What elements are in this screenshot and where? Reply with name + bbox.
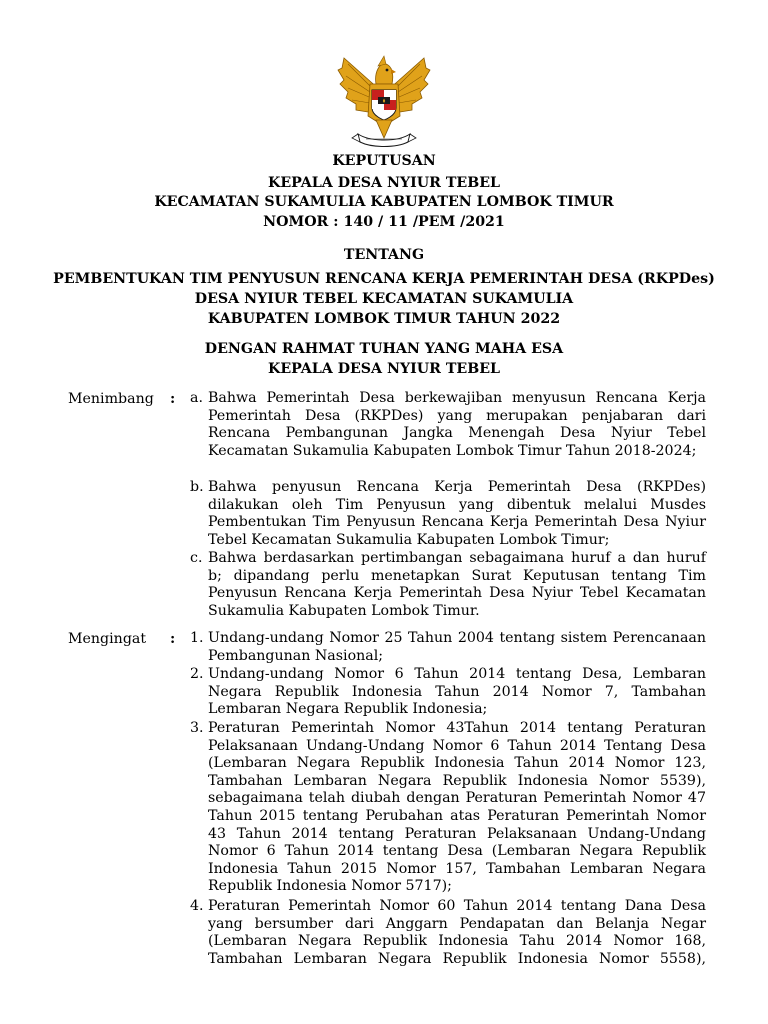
item-text: Bahwa berdasarkan pertimbangan sebagaimana huruf a dan huruf b; dipandang perlu menetapkan Surat Keputusan tentang Tim Penyusun Rencana Kerja Pemerintah Desa Nyiur Tebel Kecamatan Sukamulia Kabupaten Lombok Timur. xyxy=(208,550,706,619)
item-marker: c. xyxy=(190,550,203,566)
item-text: Bahwa Pemerintah Desa berkewajiban menyusun Rencana Kerja Pemerintah Desa (RKPDes) yang merupakan penjabaran dari Rencana Pembangunan Jangka Menengah Desa Nyiur Tebel Kecamatan Sukamulia Kabupaten Lombok Timur Tahun 2018-2024; xyxy=(208,390,706,459)
mengingat-label: Mengingat xyxy=(68,631,147,647)
garuda-emblem-icon xyxy=(336,50,432,150)
item-marker: b. xyxy=(190,479,204,495)
item-marker: 1. xyxy=(190,630,204,646)
item-text: Undang-undang Nomor 6 Tahun 2014 tentang Desa, Lembaran Negara Republik Indonesia Tahun 2014 Nomor 7, Tambahan Lembaran Negara Republik Indonesia; xyxy=(208,666,706,718)
item-marker: 4. xyxy=(190,898,204,914)
mengingat-item-3 xyxy=(190,720,706,896)
item-marker: a. xyxy=(190,390,203,406)
item-text: Undang-undang Nomor 25 Tahun 2004 tentang sistem Perencanaan Pembangunan Nasional; xyxy=(208,630,706,664)
menimbang-item-c xyxy=(190,550,706,620)
mengingat-item-2 xyxy=(190,666,706,719)
subject-line-1: PEMBENTUKAN TIM PENYUSUN RENCANA KERJA PEMERINTAH DESA (RKPDes) xyxy=(53,271,715,287)
signatory-title: KEPALA DESA NYIUR TEBEL xyxy=(267,361,500,377)
item-marker: 2. xyxy=(190,666,204,682)
subject-line-3: KABUPATEN LOMBOK TIMUR TAHUN 2022 xyxy=(207,311,561,327)
menimbang-item-b xyxy=(190,479,706,549)
menimbang-colon: : xyxy=(170,391,176,407)
item-text: Peraturan Pemerintah Nomor 43Tahun 2014 tentang Peraturan Pelaksanaan Undang-Undang Nomor 6 Tahun 2014 Tentang Desa (Lembaran Negara Republik Indonesia Tahun 2014 Nomor 123, Tambahan Lembaran Negara Republik Indonesia Nomor 5539), sebagaimana telah diubah dengan Peraturan Pemerintah Nomor 47 Tahun 2015 tentang Perubahan atas Peraturan Pemerintah Nomor 43 Tahun 2014 tentang Peraturan Pelaksanaan Undang-Undang Nomor 6 Tahun 2014 tentang Desa (Lembaran Negara Republik Indonesia Tahun 2015 Nomor 157, Tambahan Lembaran Negara Republik Indonesia Nomor 5717); xyxy=(208,720,706,895)
mengingat-item-1 xyxy=(190,630,706,665)
issuer-region-heading: KECAMATAN SUKAMULIA KABUPATEN LOMBOK TIMUR xyxy=(154,194,614,210)
issuer-heading: KEPALA DESA NYIUR TEBEL xyxy=(267,175,500,191)
mengingat-item-4 xyxy=(190,898,706,968)
subject-line-2: DESA NYIUR TEBEL KECAMATAN SUKAMULIA xyxy=(194,291,574,307)
item-marker: 3. xyxy=(190,720,204,736)
menimbang-label: Menimbang xyxy=(68,391,154,407)
menimbang-item-a xyxy=(190,390,706,460)
item-text: Bahwa penyusun Rencana Kerja Pemerintah Desa (RKPDes) dilakukan oleh Tim Penyusun yang dibentuk melalui Musdes Pembentukan Tim Penyusun Rencana Kerja Pemerintah Desa Nyiur Tebel Kecamatan Sukamulia Kabupaten Lombok Timur; xyxy=(208,479,706,548)
document-type-heading: KEPUTUSAN xyxy=(332,153,436,169)
invocation-line: DENGAN RAHMAT TUHAN YANG MAHA ESA xyxy=(204,341,564,357)
decree-number: NOMOR : 140 / 11 /PEM /2021 xyxy=(263,214,505,230)
mengingat-colon: : xyxy=(170,631,176,647)
tentang-label: TENTANG xyxy=(343,247,425,263)
item-text: Peraturan Pemerintah Nomor 60 Tahun 2014 tentang Dana Desa yang bersumber dari Anggarn Pendapatan dan Belanja Negar (Lembaran Negara Republik Indonesia Tahu 2014 Nomor 168, Tambahan Lembaran Negara Republik Indonesia Nomor 5558), xyxy=(208,898,706,967)
